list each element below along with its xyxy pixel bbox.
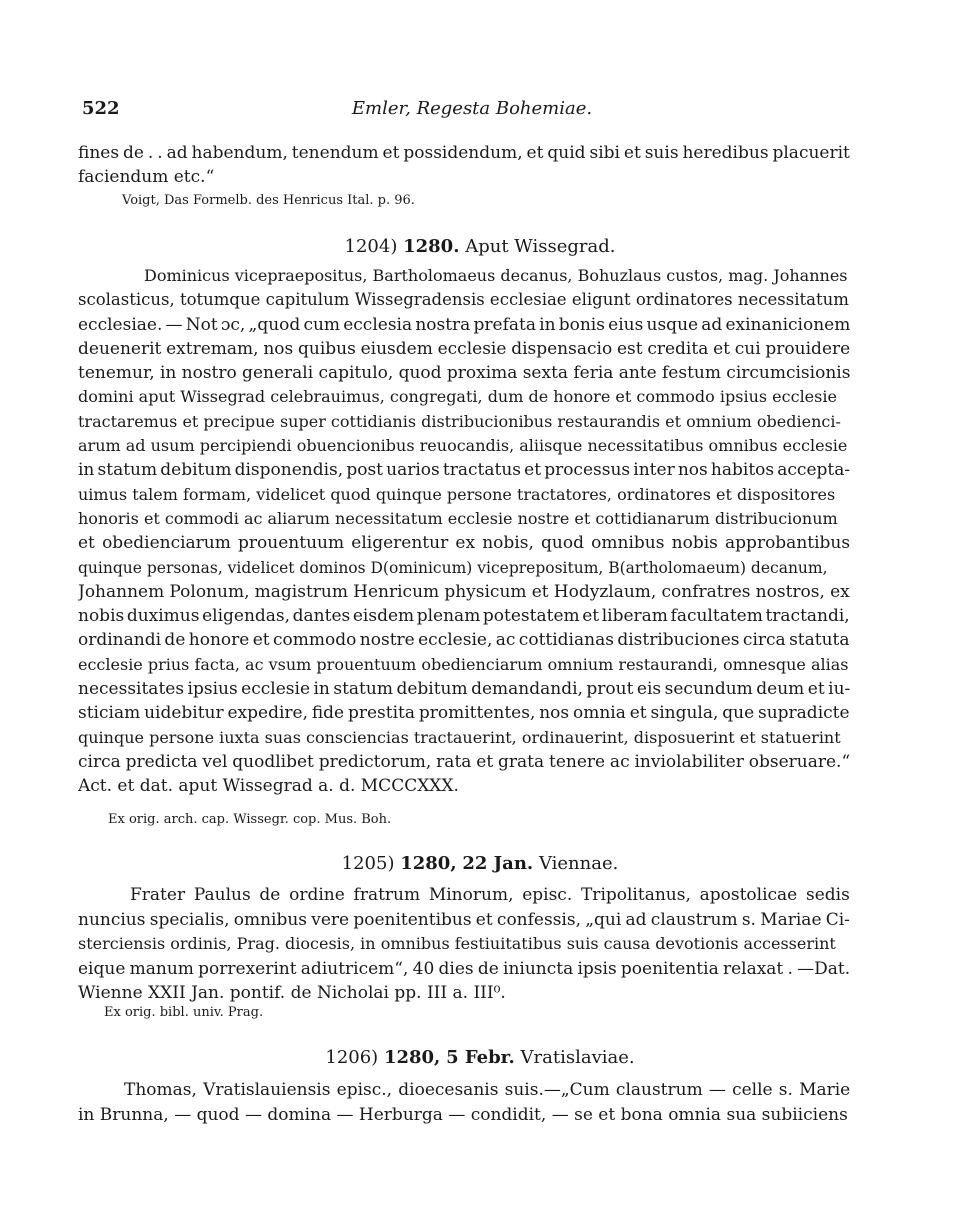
text-line: Dominicus vicepraepositus, Bartholomaeus decanus, Bohuzlaus custos, mag. Johannes: [144, 266, 848, 285]
entry-year: 1280,: [383, 1047, 441, 1068]
text-line: ecclesie prius facta, ac vsum prouentuum obedienciarum omnium restaurandi, omnesque alias: [78, 654, 849, 674]
entry-place: Vratislaviae.: [520, 1047, 635, 1068]
entry-text-1205: [78, 883, 850, 1006]
text-line: eique manum porrexerint adiutricem“, 40 dies de iniuncta ipsis poenitentia relaxat . —Dat.: [78, 958, 850, 979]
page-number: 522: [82, 98, 120, 119]
entry-place: Aput Wissegrad.: [465, 236, 616, 257]
text-line: in Brunna, — quod — domina — Herburga — condidit, — se et bona omnia sua subiiciens: [78, 1105, 848, 1125]
text-line: honoris et commodi ac aliarum necessitatum ecclesie nostre et cottidianarum distribucionum: [78, 508, 838, 528]
text-line: sterciensis ordinis, Prag. diocesis, in omnibus festiuitatibus suis causa devotionis accesserint: [78, 934, 836, 953]
entry-place: Viennae.: [538, 853, 619, 874]
continuation-paragraph: [78, 141, 850, 189]
text-line: sticiam uidebitur expedire, fide prestita promittentes, nos omnia et singula, que supradicte: [78, 703, 850, 724]
text-line: uimus talem formam, videlicet quod quinque persone tractatores, ordinatores et dispositores: [78, 484, 836, 504]
entry-text-1204: [78, 264, 850, 799]
running-title: Emler, Regesta Bohemiae.: [351, 98, 593, 119]
entry-year: 1280.: [403, 236, 460, 257]
source-citation: Voigt, Das Formelb. des Henricus Ital. p. 96.: [122, 193, 415, 208]
text-line: nobis duximus eligendas, dantes eisdem plenam potestatem et liberam facultatem tractandi,: [78, 606, 850, 627]
text-line: Johannem Polonum, magistrum Henricum physicum et Hodyzlaum, confratres nostros, ex: [78, 581, 850, 602]
text-line: arum ad usum percipiendi obuencionibus reuocandis, aliisque necessitatibus omnibus ecclesie: [78, 436, 848, 456]
text-line: Act. et dat. aput Wissegrad a. d. MCCCXXX.: [78, 776, 459, 797]
entry-heading-1206: [0, 1047, 960, 1068]
text-line: Frater Paulus de ordine fratrum Minorum, episc. Tripolitanus, apostolicae sedis: [130, 885, 850, 905]
text-line: ecclesiae. — Not ɔc, „quod cum ecclesia nostra prefata in bonis eius usque ad exinanicionem: [78, 314, 850, 335]
text-line: et obedienciarum prouentuum eligerentur ex nobis, quod omnibus nobis approbantibus: [78, 533, 850, 554]
entry-text-1206: [78, 1078, 850, 1128]
entry-date: 22 Jan.: [462, 853, 534, 874]
text-line: domini aput Wissegrad celebrauimus, congregati, dum de honore et commodo ipsius ecclesie: [78, 387, 837, 407]
entry-heading-1205: [0, 853, 960, 874]
source-citation: Ex orig. arch. cap. Wissegr. cop. Mus. Boh.: [108, 812, 392, 827]
text-line: in statum debitum disponendis, post uarios tractatus et processus inter nos habitos accepta-: [78, 460, 850, 481]
entry-year: 1280,: [400, 853, 457, 874]
text-line: Wienne XXII Jan. pontif. de Nicholai pp. III a. III⁰.: [78, 983, 506, 1003]
text-line: nuncius specialis, omnibus vere poenitentibus et confessis, „qui ad claustrum s. Mariae Ci-: [78, 909, 850, 930]
text-line: tractaremus et precipue super cottidianis distribucionibus restaurandis et omnium obedienci-: [78, 411, 841, 431]
text-line: Thomas, Vratislauiensis episc., dioecesanis suis.—„Cum claustrum — celle s. Marie: [124, 1080, 851, 1100]
text-line: tenemur, in nostro generali capitulo, quod proxima sexta feria ante festum circumcisionis: [78, 363, 850, 384]
text-line: faciendum etc.“: [78, 167, 215, 187]
entry-date: 5 Febr.: [446, 1047, 515, 1068]
entry-number: 1204): [344, 236, 398, 257]
entry-heading-1204: [0, 236, 960, 257]
text-line: necessitates ipsius ecclesie in statum debitum demandandi, prout eis secundum deum et iu-: [78, 679, 850, 700]
page-header: [82, 98, 862, 122]
text-line: deuenerit extremam, nos quibus eiusdem ecclesie dispensacio est credita et cui prouidere: [78, 338, 850, 359]
text-line: ordinandi de honore et commodo nostre ecclesie, ac cottidianas distribuciones circa statuta: [78, 630, 850, 651]
entry-number: 1206): [325, 1047, 379, 1068]
text-line: quinque persone iuxta suas consciencias tractauerint, ordinauerint, disposuerint et statuerint: [78, 727, 841, 747]
source-citation: Ex orig. bibl. univ. Prag.: [104, 1005, 264, 1020]
entry-number: 1205): [341, 853, 395, 874]
text-line: circa predicta vel quodlibet predictorum, rata et grata tenere ac inviolabiliter obseruare.“: [78, 751, 850, 772]
text-line: scolasticus, totumque capitulum Wissegradensis ecclesiae eligunt ordinatores necessitatum: [78, 290, 849, 310]
text-line: quinque personas, videlicet dominos D(ominicum) viceprepositum, B(artholomaeum) decanum,: [78, 558, 828, 577]
text-line: fines de . . ad habendum, tenendum et possidendum, et quid sibi et suis heredibus placuerit: [78, 143, 850, 163]
